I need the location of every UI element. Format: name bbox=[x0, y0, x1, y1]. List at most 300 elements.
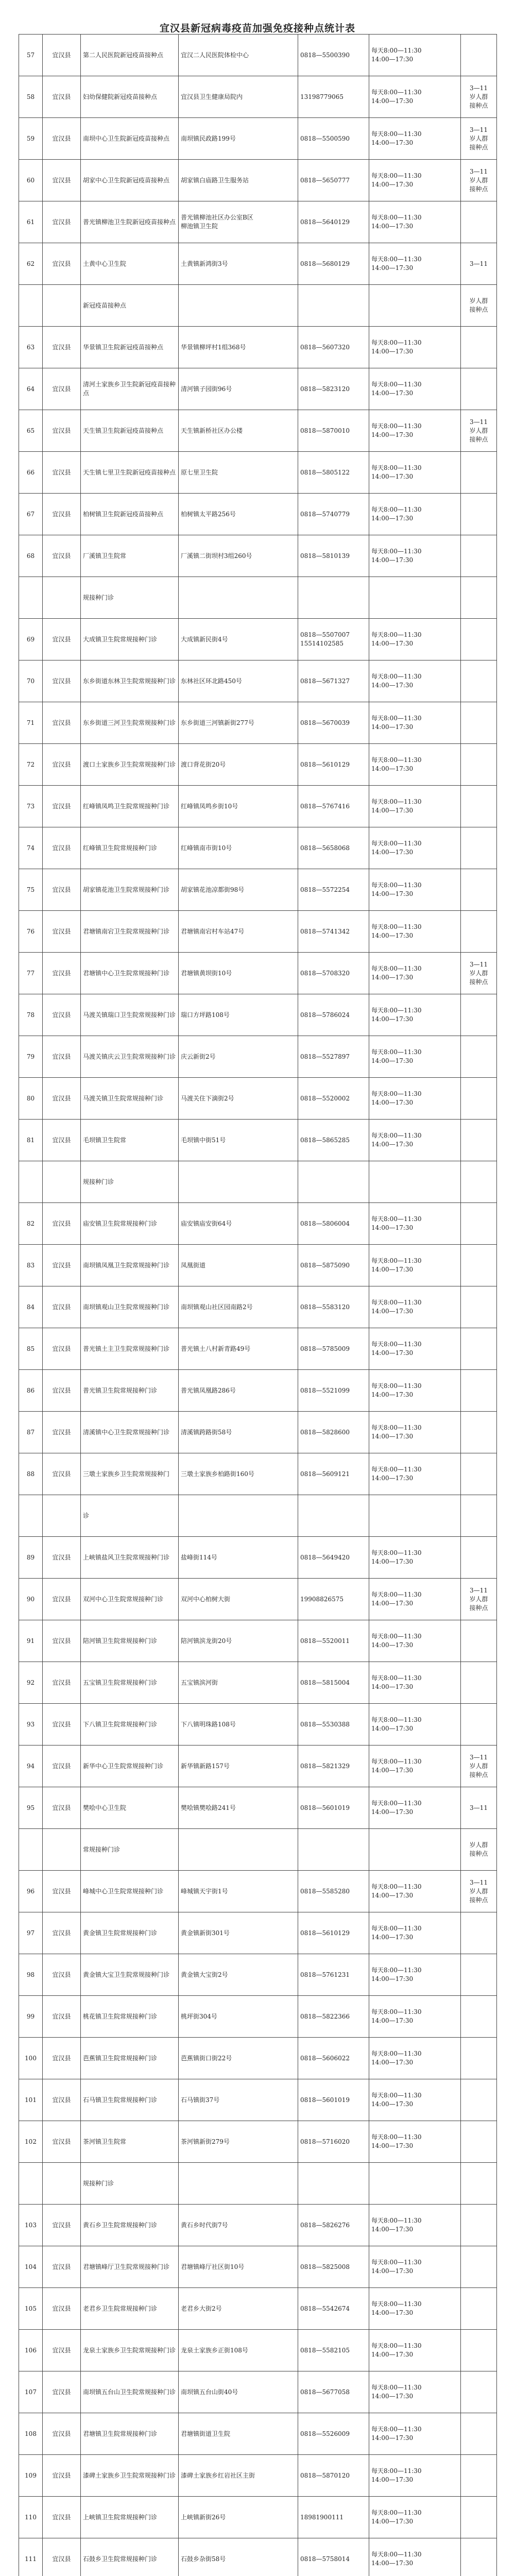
site-name-cell: 陪河镇卫生院常规接种门诊 bbox=[81, 1620, 179, 1662]
county-cell: 宜汉县 bbox=[43, 660, 81, 702]
county-cell: 宜汉县 bbox=[43, 953, 81, 994]
table-row bbox=[19, 994, 497, 1036]
row-number: 100 bbox=[19, 2038, 43, 2079]
row-number bbox=[19, 1495, 43, 1537]
remark-cell bbox=[461, 1537, 497, 1579]
address-cell: 瑞口方坪路108号 bbox=[179, 994, 298, 1036]
site-name-cell: 峰城中心卫生院常规接种门诊 bbox=[81, 1871, 179, 1912]
table-row bbox=[19, 2330, 497, 2371]
hours-cell: 每天8:00—11:30 14:00—17:30 bbox=[369, 2079, 461, 2121]
phone-cell: 0818—5806004 bbox=[298, 1203, 369, 1245]
row-number bbox=[19, 2163, 43, 2205]
county-cell: 宜汉县 bbox=[43, 1412, 81, 1453]
table-row bbox=[19, 1078, 497, 1120]
address-cell: 东乡街道三河镇新街277号 bbox=[179, 702, 298, 744]
phone-cell: 0818—5500390 bbox=[298, 35, 369, 76]
row-number: 68 bbox=[19, 535, 43, 577]
table-row bbox=[19, 201, 497, 243]
remark-cell bbox=[461, 1912, 497, 1954]
hours-cell: 每天8:00—11:30 14:00—17:30 bbox=[369, 1704, 461, 1745]
address-cell: 陪河镇滨龙街20号 bbox=[179, 1620, 298, 1662]
hours-cell: 每天8:00—11:30 14:00—17:30 bbox=[369, 953, 461, 994]
site-name-cell: 黄金镇卫生院常规接种门诊 bbox=[81, 1912, 179, 1954]
table-row bbox=[19, 1704, 497, 1745]
phone-cell: 0818—5810139 bbox=[298, 535, 369, 577]
remark-cell bbox=[461, 2371, 497, 2413]
county-cell: 宜汉县 bbox=[43, 243, 81, 285]
table-row bbox=[19, 1453, 497, 1495]
address-cell: 胡家镇白庙路卫生服务站 bbox=[179, 160, 298, 201]
phone-cell: 0818—5507007 15514102585 bbox=[298, 619, 369, 660]
hours-cell: 每天8:00—11:30 14:00—17:30 bbox=[369, 1871, 461, 1912]
county-cell: 宜汉县 bbox=[43, 2371, 81, 2413]
remark-cell bbox=[461, 2497, 497, 2538]
county-cell: 宜汉县 bbox=[43, 1453, 81, 1495]
site-name-cell: 三墩土家族乡卫生院常规接种门 bbox=[81, 1453, 179, 1495]
remark-cell bbox=[461, 2038, 497, 2079]
site-name-cell: 南坝镇五台山卫生院常规接种门诊 bbox=[81, 2371, 179, 2413]
remark-cell bbox=[461, 619, 497, 660]
phone-cell: 0818—5530388 bbox=[298, 1704, 369, 1745]
hours-cell: 每天8:00—11:30 14:00—17:30 bbox=[369, 327, 461, 368]
hours-cell: 每天8:00—11:30 14:00—17:30 bbox=[369, 2038, 461, 2079]
address-cell: 君塘镇南宕村车站47号 bbox=[179, 911, 298, 953]
hours-cell: 每天8:00—11:30 14:00—17:30 bbox=[369, 869, 461, 911]
address-cell: 清河镇子园街96号 bbox=[179, 368, 298, 410]
table-row bbox=[19, 1370, 497, 1412]
remark-cell bbox=[461, 2121, 497, 2163]
address-cell: 下八镇明珠路108号 bbox=[179, 1704, 298, 1745]
table-row bbox=[19, 285, 497, 327]
county-cell: 宜汉县 bbox=[43, 1912, 81, 1954]
table-row bbox=[19, 1203, 497, 1245]
table-row bbox=[19, 619, 497, 660]
site-name-cell: 马渡关镇卫生院常规接种门诊 bbox=[81, 1078, 179, 1120]
county-cell: 宜汉县 bbox=[43, 994, 81, 1036]
phone-cell: 0818—5601019 bbox=[298, 1787, 369, 1829]
row-number: 105 bbox=[19, 2288, 43, 2330]
table-row bbox=[19, 35, 497, 76]
table-row bbox=[19, 535, 497, 577]
hours-cell: 每天8:00—11:30 14:00—17:30 bbox=[369, 1245, 461, 1286]
address-cell: 清溪镇跨路街58号 bbox=[179, 1412, 298, 1453]
site-name-cell: 上峡镇盐风卫生院常规接种门诊 bbox=[81, 1537, 179, 1579]
table-row bbox=[19, 1829, 497, 1871]
phone-cell: 0818—5607320 bbox=[298, 327, 369, 368]
remark-cell: 3—11 岁人群 接种点 bbox=[461, 1579, 497, 1620]
site-name-cell: 桃花镇卫生院常规接种门诊 bbox=[81, 1996, 179, 2038]
address-cell bbox=[179, 1829, 298, 1871]
phone-cell: 0818—5740779 bbox=[298, 494, 369, 535]
row-number: 59 bbox=[19, 118, 43, 160]
hours-cell: 每天8:00—11:30 14:00—17:30 bbox=[369, 2455, 461, 2497]
hours-cell: 每天8:00—11:30 14:00—17:30 bbox=[369, 786, 461, 827]
phone-cell: 0818—5610129 bbox=[298, 744, 369, 786]
table-row bbox=[19, 2497, 497, 2538]
row-number: 62 bbox=[19, 243, 43, 285]
site-name-cell: 芭蕉镇卫生院常规接种门诊 bbox=[81, 2038, 179, 2079]
remark-cell bbox=[461, 2163, 497, 2205]
phone-cell: 0818—5649420 bbox=[298, 1537, 369, 1579]
table-row bbox=[19, 2079, 497, 2121]
hours-cell: 每天8:00—11:30 14:00—17:30 bbox=[369, 1203, 461, 1245]
phone-cell: 0818—5822366 bbox=[298, 1996, 369, 2038]
county-cell: 宜汉县 bbox=[43, 2288, 81, 2330]
site-name-cell: 红峰镇凤鸣卫生院常规接种门诊 bbox=[81, 786, 179, 827]
remark-cell bbox=[461, 1412, 497, 1453]
hours-cell: 每天8:00—11:30 14:00—17:30 bbox=[369, 2538, 461, 2576]
row-number: 97 bbox=[19, 1912, 43, 1954]
county-cell: 宜汉县 bbox=[43, 1620, 81, 1662]
remark-cell bbox=[461, 869, 497, 911]
site-name-cell: 君塘镇卫生院常规接种门诊 bbox=[81, 2413, 179, 2455]
row-number: 79 bbox=[19, 1036, 43, 1078]
table-row bbox=[19, 368, 497, 410]
table-row bbox=[19, 1871, 497, 1912]
county-cell: 宜汉县 bbox=[43, 2455, 81, 2497]
address-cell: 芭蕉镇街口街22号 bbox=[179, 2038, 298, 2079]
row-number: 85 bbox=[19, 1328, 43, 1370]
site-name-cell: 庙安镇卫生院常规接种门诊 bbox=[81, 1203, 179, 1245]
phone-cell: 0818—5825008 bbox=[298, 2246, 369, 2288]
site-name-cell: 柏树镇卫生院新冠疫苗接种点 bbox=[81, 494, 179, 535]
county-cell: 宜汉县 bbox=[43, 786, 81, 827]
phone-cell bbox=[298, 1829, 369, 1871]
phone-cell: 0818—5670039 bbox=[298, 702, 369, 744]
row-number: 101 bbox=[19, 2079, 43, 2121]
remark-cell bbox=[461, 660, 497, 702]
address-cell: 渡口背花街20号 bbox=[179, 744, 298, 786]
hours-cell: 每天8:00—11:30 14:00—17:30 bbox=[369, 1370, 461, 1412]
county-cell bbox=[43, 1495, 81, 1537]
address-cell: 黄石乡时代街7号 bbox=[179, 2205, 298, 2246]
hours-cell: 每天8:00—11:30 14:00—17:30 bbox=[369, 1954, 461, 1996]
phone-cell: 0818—5708320 bbox=[298, 953, 369, 994]
county-cell bbox=[43, 285, 81, 327]
row-number: 63 bbox=[19, 327, 43, 368]
site-name-cell: 清河土家族乡卫生院新冠疫苗接种点 bbox=[81, 368, 179, 410]
hours-cell bbox=[369, 2163, 461, 2205]
table-row bbox=[19, 911, 497, 953]
phone-cell: 0818—5785009 bbox=[298, 1328, 369, 1370]
address-cell: 新华镇新路157号 bbox=[179, 1745, 298, 1787]
address-cell: 土黄镇新鸿街3号 bbox=[179, 243, 298, 285]
hours-cell: 每天8:00—11:30 14:00—17:30 bbox=[369, 2497, 461, 2538]
remark-cell bbox=[461, 2330, 497, 2371]
remark-cell bbox=[461, 1620, 497, 1662]
address-cell: 君塘镇街道卫生院 bbox=[179, 2413, 298, 2455]
table-row bbox=[19, 1328, 497, 1370]
hours-cell: 每天8:00—11:30 14:00—17:30 bbox=[369, 118, 461, 160]
table-row bbox=[19, 2163, 497, 2205]
table-row bbox=[19, 2121, 497, 2163]
row-number bbox=[19, 285, 43, 327]
hours-cell: 每天8:00—11:30 14:00—17:30 bbox=[369, 1537, 461, 1579]
county-cell bbox=[43, 2163, 81, 2205]
address-cell: 普光镇土八村新青路49号 bbox=[179, 1328, 298, 1370]
address-cell: 桃坪街304号 bbox=[179, 1996, 298, 2038]
remark-cell: 3—11 岁人群 接种点 bbox=[461, 953, 497, 994]
remark-cell bbox=[461, 744, 497, 786]
address-cell: 茶河镇新街279号 bbox=[179, 2121, 298, 2163]
site-name-cell: 新华中心卫生院常规接种门诊 bbox=[81, 1745, 179, 1787]
table-row bbox=[19, 577, 497, 619]
hours-cell: 每天8:00—11:30 14:00—17:30 bbox=[369, 744, 461, 786]
address-cell: 毛坝镇中街51号 bbox=[179, 1120, 298, 1161]
address-cell bbox=[179, 1161, 298, 1203]
phone-cell: 0818—5521099 bbox=[298, 1370, 369, 1412]
phone-cell: 0818—5815004 bbox=[298, 1662, 369, 1704]
address-cell: 厂溪镇二街坝村3组260号 bbox=[179, 535, 298, 577]
hours-cell: 每天8:00—11:30 14:00—17:30 bbox=[369, 1787, 461, 1829]
phone-cell: 0818—5823120 bbox=[298, 368, 369, 410]
table-row bbox=[19, 494, 497, 535]
row-number: 80 bbox=[19, 1078, 43, 1120]
address-cell: 上峡镇新街26号 bbox=[179, 2497, 298, 2538]
county-cell: 宜汉县 bbox=[43, 619, 81, 660]
hours-cell: 每天8:00—11:30 14:00—17:30 bbox=[369, 911, 461, 953]
row-number: 58 bbox=[19, 76, 43, 118]
hours-cell: 每天8:00—11:30 14:00—17:30 bbox=[369, 452, 461, 494]
address-cell: 华景镇柳坪村1组368号 bbox=[179, 327, 298, 368]
site-name-cell: 厂溪镇卫生院常 bbox=[81, 535, 179, 577]
table-row bbox=[19, 1579, 497, 1620]
row-number: 83 bbox=[19, 1245, 43, 1286]
remark-cell bbox=[461, 35, 497, 76]
site-name-cell: 石鼓乡卫生院常规接种门诊 bbox=[81, 2538, 179, 2576]
address-cell: 三墩土家族乡柏路街160号 bbox=[179, 1453, 298, 1495]
phone-cell: 0818—5500590 bbox=[298, 118, 369, 160]
county-cell: 宜汉县 bbox=[43, 869, 81, 911]
site-name-cell: 毛坝镇卫生院常 bbox=[81, 1120, 179, 1161]
row-number: 108 bbox=[19, 2413, 43, 2455]
remark-cell bbox=[461, 2455, 497, 2497]
site-name-cell: 华景镇卫生院新冠疫苗接种点 bbox=[81, 327, 179, 368]
address-cell: 君塘镇黄坝街10号 bbox=[179, 953, 298, 994]
address-cell: 君塘镇峰厅社区街10号 bbox=[179, 2246, 298, 2288]
site-name-cell: 规接种门诊 bbox=[81, 577, 179, 619]
hours-cell bbox=[369, 1161, 461, 1203]
row-number: 99 bbox=[19, 1996, 43, 2038]
row-number bbox=[19, 577, 43, 619]
county-cell: 宜汉县 bbox=[43, 1203, 81, 1245]
hours-cell: 每天8:00—11:30 14:00—17:30 bbox=[369, 1328, 461, 1370]
address-cell bbox=[179, 2163, 298, 2205]
address-cell: 红峰镇凤鸣乡街10号 bbox=[179, 786, 298, 827]
remark-cell bbox=[461, 201, 497, 243]
remark-cell: 3—11 岁人群 接种点 bbox=[461, 1745, 497, 1787]
row-number: 61 bbox=[19, 201, 43, 243]
phone-cell: 19908826575 bbox=[298, 1579, 369, 1620]
county-cell: 宜汉县 bbox=[43, 2538, 81, 2576]
site-name-cell: 规接种门诊 bbox=[81, 1161, 179, 1203]
table-row bbox=[19, 1161, 497, 1203]
county-cell: 宜汉县 bbox=[43, 1745, 81, 1787]
phone-cell: 0818—5767416 bbox=[298, 786, 369, 827]
hours-cell: 每天8:00—11:30 14:00—17:30 bbox=[369, 243, 461, 285]
hours-cell: 每天8:00—11:30 14:00—17:30 bbox=[369, 1912, 461, 1954]
address-cell: 普光镇柳池社区办公室B区 柳池镇卫生院 bbox=[179, 201, 298, 243]
hours-cell: 每天8:00—11:30 14:00—17:30 bbox=[369, 1078, 461, 1120]
address-cell bbox=[179, 1495, 298, 1537]
address-cell bbox=[179, 577, 298, 619]
remark-cell: 3—11 岁人群 接种点 bbox=[461, 118, 497, 160]
county-cell bbox=[43, 1161, 81, 1203]
remark-cell bbox=[461, 786, 497, 827]
remark-cell bbox=[461, 577, 497, 619]
phone-cell: 0818—5583120 bbox=[298, 1286, 369, 1328]
site-name-cell: 普光镇柳池卫生院新冠疫苗接种点 bbox=[81, 201, 179, 243]
site-name-cell: 土黄中心卫生院 bbox=[81, 243, 179, 285]
county-cell: 宜汉县 bbox=[43, 744, 81, 786]
county-cell: 宜汉县 bbox=[43, 1120, 81, 1161]
site-name-cell: 马渡关镇庆云卫生院常规接种门诊 bbox=[81, 1036, 179, 1078]
county-cell: 宜汉县 bbox=[43, 1286, 81, 1328]
table-row bbox=[19, 1036, 497, 1078]
county-cell: 宜汉县 bbox=[43, 827, 81, 869]
table-row bbox=[19, 327, 497, 368]
county-cell: 宜汉县 bbox=[43, 494, 81, 535]
phone-cell: 0818—5520011 bbox=[298, 1620, 369, 1662]
site-name-cell: 黄金镇大宝卫生院常规接种门诊 bbox=[81, 1954, 179, 1996]
table-body bbox=[19, 35, 497, 2576]
remark-cell bbox=[461, 1245, 497, 1286]
county-cell: 宜汉县 bbox=[43, 35, 81, 76]
county-cell: 宜汉县 bbox=[43, 1579, 81, 1620]
table-row bbox=[19, 744, 497, 786]
row-number: 78 bbox=[19, 994, 43, 1036]
phone-cell: 0818—5870120 bbox=[298, 2455, 369, 2497]
site-name-cell: 君塘镇南宕卫生院常规接种门诊 bbox=[81, 911, 179, 953]
phone-cell: 13198779065 bbox=[298, 76, 369, 118]
phone-cell: 0818—5640129 bbox=[298, 201, 369, 243]
site-name-cell: 漆碑土家族乡卫生院常规接种门诊 bbox=[81, 2455, 179, 2497]
phone-cell: 0818—5680129 bbox=[298, 243, 369, 285]
remark-cell bbox=[461, 1662, 497, 1704]
remark-cell: 3—11 bbox=[461, 1787, 497, 1829]
table-row bbox=[19, 1954, 497, 1996]
phone-cell bbox=[298, 285, 369, 327]
row-number: 64 bbox=[19, 368, 43, 410]
remark-cell bbox=[461, 1161, 497, 1203]
row-number: 106 bbox=[19, 2330, 43, 2371]
table-row bbox=[19, 2413, 497, 2455]
address-cell: 石马镇街37号 bbox=[179, 2079, 298, 2121]
county-cell: 宜汉县 bbox=[43, 2205, 81, 2246]
remark-cell bbox=[461, 702, 497, 744]
site-name-cell: 胡家镇花池卫生院常规接种门诊 bbox=[81, 869, 179, 911]
row-number: 81 bbox=[19, 1120, 43, 1161]
address-cell: 盐峰街114号 bbox=[179, 1537, 298, 1579]
table-row bbox=[19, 2538, 497, 2576]
site-name-cell: 新冠疫苗接种点 bbox=[81, 285, 179, 327]
phone-cell: 0818—5585280 bbox=[298, 1871, 369, 1912]
table-row bbox=[19, 1412, 497, 1453]
row-number: 93 bbox=[19, 1704, 43, 1745]
address-cell: 双河中心柏树大街 bbox=[179, 1579, 298, 1620]
county-cell: 宜汉县 bbox=[43, 327, 81, 368]
phone-cell: 0818—5582105 bbox=[298, 2330, 369, 2371]
county-cell bbox=[43, 1829, 81, 1871]
row-number: 76 bbox=[19, 911, 43, 953]
remark-cell bbox=[461, 1996, 497, 2038]
site-name-cell: 樊哙中心卫生院 bbox=[81, 1787, 179, 1829]
table-row bbox=[19, 1495, 497, 1537]
site-name-cell: 双河中心卫生院常规接种门诊 bbox=[81, 1579, 179, 1620]
phone-cell: 0818—5677058 bbox=[298, 2371, 369, 2413]
table-row bbox=[19, 953, 497, 994]
hours-cell: 每天8:00—11:30 14:00—17:30 bbox=[369, 2205, 461, 2246]
address-cell bbox=[179, 285, 298, 327]
remark-cell: 3—11 岁人群 接种点 bbox=[461, 160, 497, 201]
address-cell: 庆云新街2号 bbox=[179, 1036, 298, 1078]
remark-cell bbox=[461, 1120, 497, 1161]
row-number: 92 bbox=[19, 1662, 43, 1704]
county-cell: 宜汉县 bbox=[43, 1370, 81, 1412]
county-cell: 宜汉县 bbox=[43, 1704, 81, 1745]
phone-cell: 0818—5758014 bbox=[298, 2538, 369, 2576]
site-name-cell: 茶河镇卫生院常 bbox=[81, 2121, 179, 2163]
row-number: 71 bbox=[19, 702, 43, 744]
phone-cell: 0818—5572254 bbox=[298, 869, 369, 911]
site-name-cell: 常规接种门诊 bbox=[81, 1829, 179, 1871]
address-cell: 南坝镇五台山街40号 bbox=[179, 2371, 298, 2413]
table-row bbox=[19, 1245, 497, 1286]
county-cell: 宜汉县 bbox=[43, 1537, 81, 1579]
hours-cell bbox=[369, 1495, 461, 1537]
table-row bbox=[19, 243, 497, 285]
remark-cell bbox=[461, 2413, 497, 2455]
county-cell: 宜汉县 bbox=[43, 118, 81, 160]
remark-cell: 3—11 岁人群 接种点 bbox=[461, 76, 497, 118]
table-row bbox=[19, 1745, 497, 1787]
row-number: 73 bbox=[19, 786, 43, 827]
hours-cell: 每天8:00—11:30 14:00—17:30 bbox=[369, 1453, 461, 1495]
site-name-cell: 东乡街道三河卫生院常规接种门诊 bbox=[81, 702, 179, 744]
hours-cell: 每天8:00—11:30 14:00—17:30 bbox=[369, 2371, 461, 2413]
hours-cell: 每天8:00—11:30 14:00—17:30 bbox=[369, 619, 461, 660]
row-number: 94 bbox=[19, 1745, 43, 1787]
remark-cell bbox=[461, 1704, 497, 1745]
vaccination-sites-table bbox=[19, 34, 497, 2576]
phone-cell bbox=[298, 577, 369, 619]
hours-cell: 每天8:00—11:30 14:00—17:30 bbox=[369, 2246, 461, 2288]
table-row bbox=[19, 1912, 497, 1954]
table-row bbox=[19, 2371, 497, 2413]
remark-cell bbox=[461, 1495, 497, 1537]
remark-cell bbox=[461, 494, 497, 535]
phone-cell: 18981900111 bbox=[298, 2497, 369, 2538]
phone-cell: 0818—5826276 bbox=[298, 2205, 369, 2246]
phone-cell: 0818—5805122 bbox=[298, 452, 369, 494]
remark-cell bbox=[461, 1286, 497, 1328]
site-name-cell: 马渡关镇瑞口卫生院常规接种门诊 bbox=[81, 994, 179, 1036]
address-cell: 漆碑土家族乡红岩社区主街 bbox=[179, 2455, 298, 2497]
phone-cell: 0818—5821329 bbox=[298, 1745, 369, 1787]
row-number: 75 bbox=[19, 869, 43, 911]
table-row bbox=[19, 827, 497, 869]
row-number: 82 bbox=[19, 1203, 43, 1245]
phone-cell: 0818—5610129 bbox=[298, 1912, 369, 1954]
site-name-cell: 天生镇卫生院新冠疫苗接种点 bbox=[81, 410, 179, 452]
county-cell: 宜汉县 bbox=[43, 1787, 81, 1829]
hours-cell bbox=[369, 1829, 461, 1871]
hours-cell: 每天8:00—11:30 14:00—17:30 bbox=[369, 76, 461, 118]
address-cell: 樊哙镇樊哙路241号 bbox=[179, 1787, 298, 1829]
row-number: 60 bbox=[19, 160, 43, 201]
hours-cell: 每天8:00—11:30 14:00—17:30 bbox=[369, 827, 461, 869]
hours-cell: 每天8:00—11:30 14:00—17:30 bbox=[369, 2413, 461, 2455]
